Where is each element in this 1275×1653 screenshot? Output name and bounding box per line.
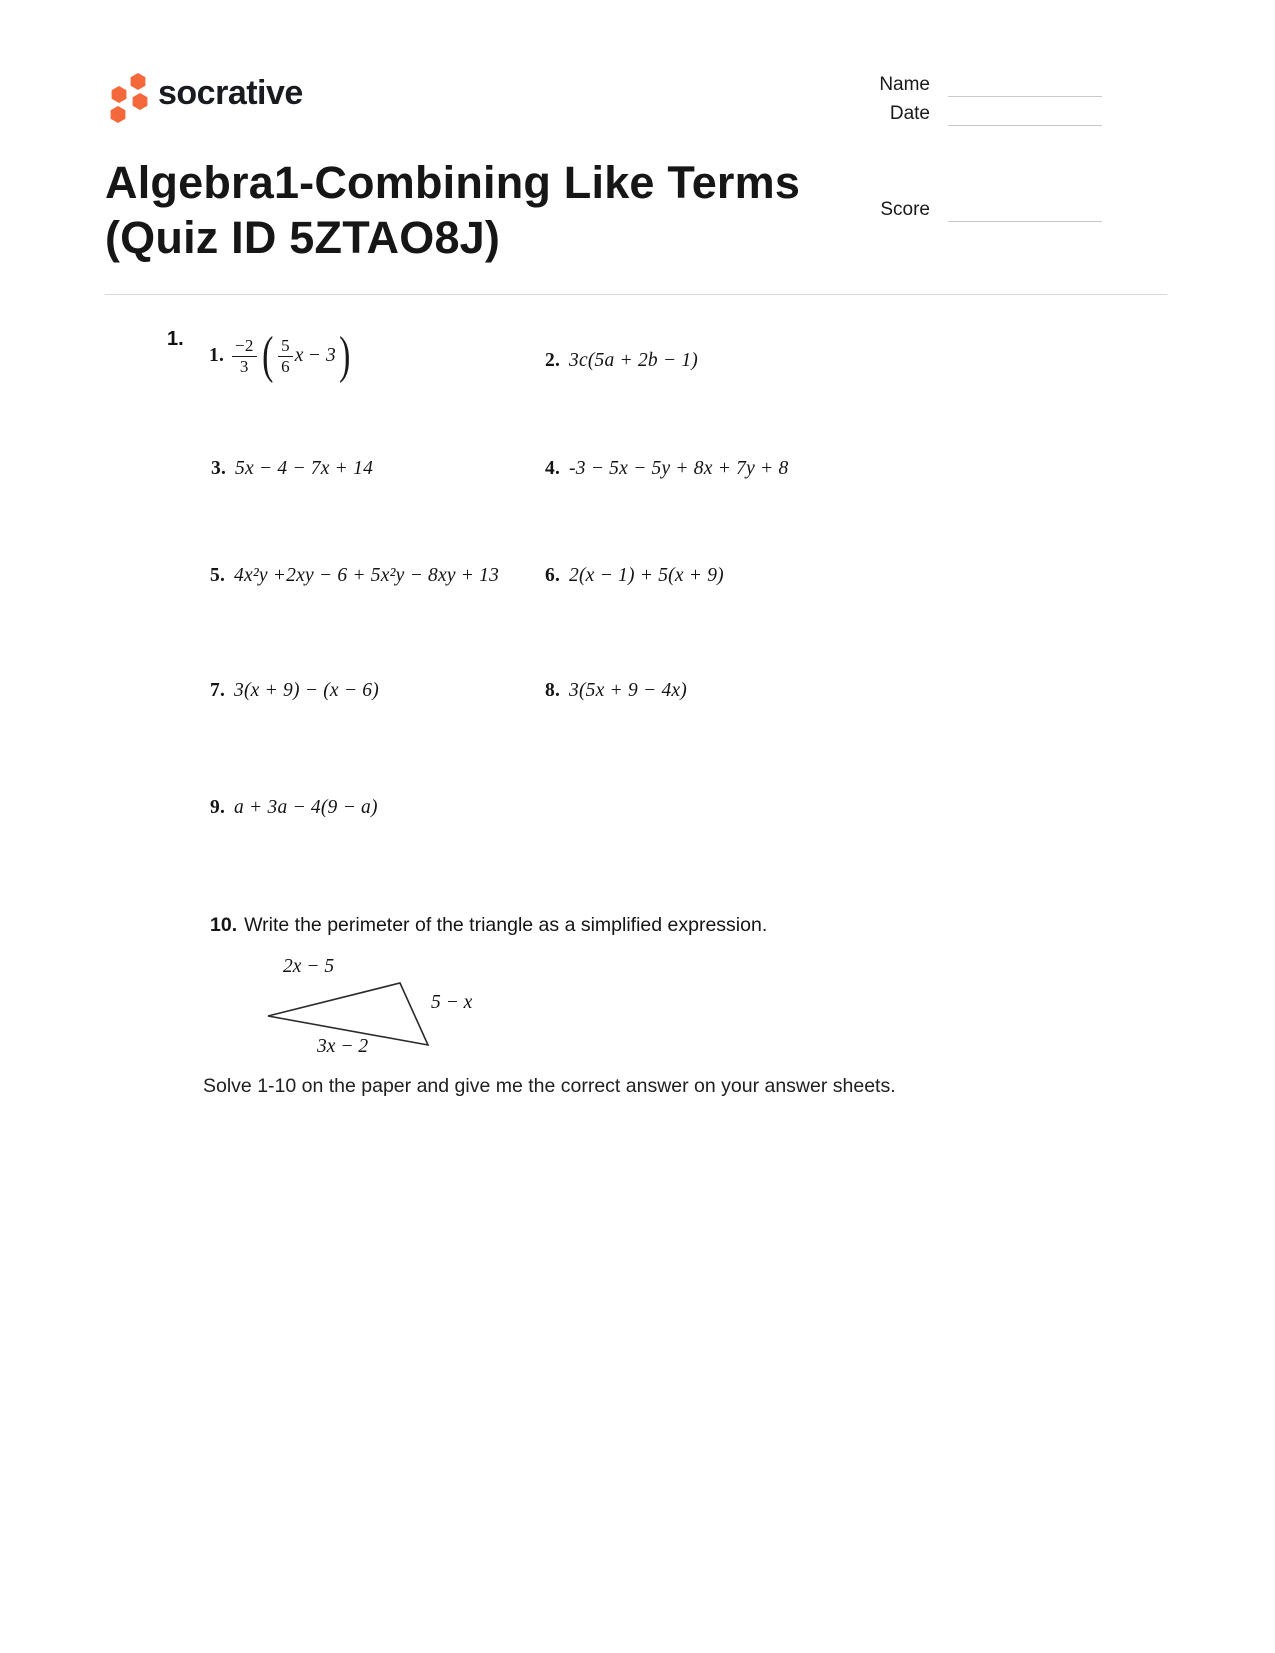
problem-1-number: 1.: [209, 345, 225, 367]
score-blank-line: [948, 200, 1102, 222]
problem-2-expression: 3c(5a + 2b − 1): [569, 350, 698, 371]
problem-6-expression: 2(x − 1) + 5(x + 9): [569, 565, 724, 586]
problem-8: [545, 680, 687, 702]
score-field-row: [846, 199, 1102, 222]
page-title-line1: Algebra1-Combining Like Terms: [105, 157, 801, 208]
problem-10: [210, 914, 767, 937]
triangle-side-top-label: 2x − 5: [283, 956, 335, 977]
problem-3-expression: 5x − 4 − 7x + 14: [235, 458, 374, 479]
socrative-logo-icon: [104, 62, 156, 124]
problem-4-expression: -3 − 5x − 5y + 8x + 7y + 8: [569, 458, 789, 479]
triangle-figure: [255, 950, 535, 1070]
date-field-row: [846, 103, 1102, 126]
page-title: [105, 156, 865, 266]
problem-6-number: 6.: [545, 565, 561, 586]
left-parenthesis: (: [261, 327, 273, 384]
problem-8-number: 8.: [545, 680, 561, 701]
problem-2: [545, 350, 698, 372]
problem-7: [210, 680, 379, 702]
problem-3-number: 3.: [211, 458, 227, 479]
problem-9-number: 9.: [210, 797, 226, 818]
problem-9-expression: a + 3a − 4(9 − a): [234, 797, 378, 818]
problem-4: [545, 458, 788, 480]
triangle-side-bottom-label: 3x − 2: [317, 1036, 369, 1057]
question-number: 1.: [167, 328, 184, 350]
problem-5: [210, 565, 499, 587]
problem-9: [210, 797, 378, 819]
problem-5-expression: 4x²y +2xy − 6 + 5x²y − 8xy + 13: [234, 565, 500, 586]
score-label: Score: [880, 199, 930, 220]
problem-1-variable: x: [294, 345, 304, 367]
problem-10-number: 10.: [210, 914, 238, 936]
right-parenthesis: ): [339, 327, 351, 384]
fraction-numerator: 5: [278, 336, 293, 357]
problem-3: [211, 458, 373, 480]
socrative-wordmark: socrative: [158, 74, 303, 112]
problem-10-text: Write the perimeter of the triangle as a simplified expression.: [244, 914, 768, 936]
question-instruction: Solve 1-10 on the paper and give me the correct answer on your answer sheets.: [203, 1075, 896, 1097]
name-field-row: [846, 74, 1102, 97]
problem-5-number: 5.: [210, 565, 226, 586]
problem-8-expression: 3(5x + 9 − 4x): [569, 680, 687, 701]
triangle-side-right-label: 5 − x: [431, 992, 473, 1013]
problem-4-number: 4.: [545, 458, 561, 479]
problem-1-tail: − 3: [307, 345, 337, 367]
problem-1-leading-fraction: [232, 336, 257, 376]
page-title-line2: (Quiz ID 5ZTAO8J): [105, 211, 501, 263]
problem-1: [209, 327, 354, 384]
problem-7-expression: 3(x + 9) − (x − 6): [234, 680, 379, 701]
fraction-denominator: 3: [239, 356, 249, 376]
date-label: Date: [889, 103, 930, 124]
date-blank-line: [948, 104, 1102, 126]
fraction-denominator: 6: [281, 356, 290, 376]
fraction-numerator: −2: [232, 336, 257, 357]
problem-2-number: 2.: [545, 350, 561, 371]
problem-1-inner-fraction: [278, 336, 293, 376]
problem-6: [545, 565, 724, 587]
header-divider: [105, 294, 1167, 295]
name-label: Name: [879, 74, 930, 95]
name-blank-line: [948, 75, 1102, 97]
problem-7-number: 7.: [210, 680, 226, 701]
